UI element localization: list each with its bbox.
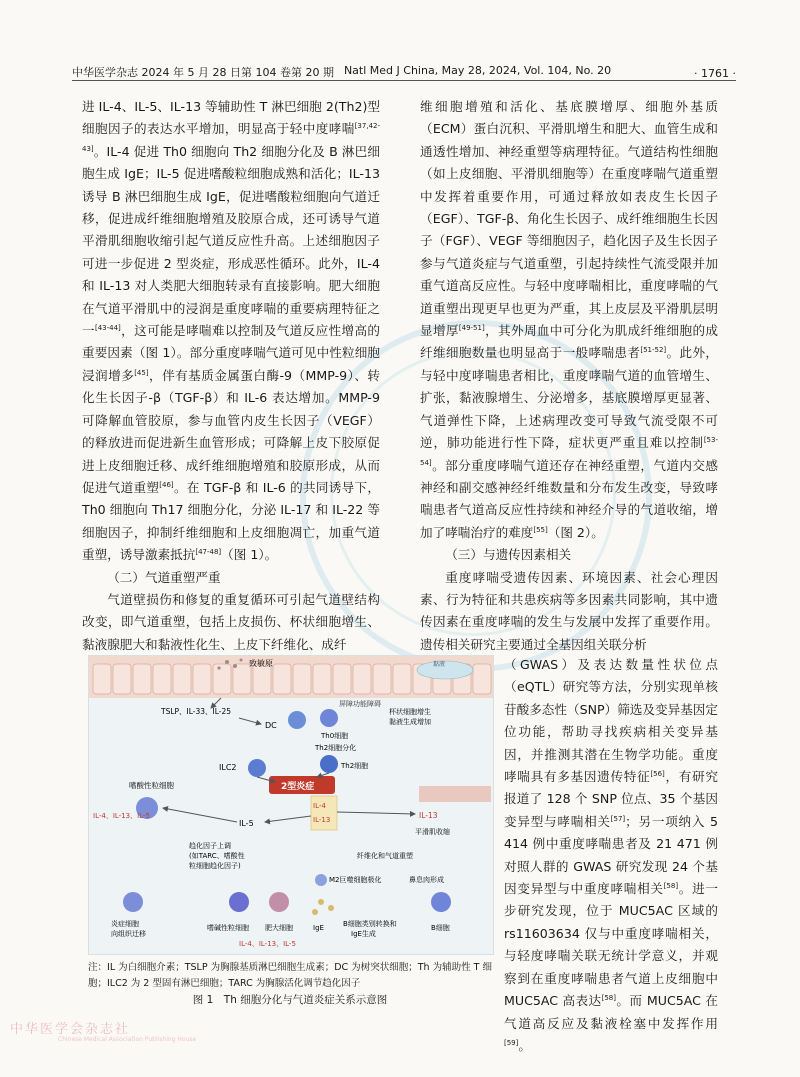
publisher-logo-en: Chinese Medical Association Publishing House — [58, 1036, 197, 1043]
figure-1-svg — [89, 656, 493, 954]
section-heading: （二）气道重塑严重 — [107, 569, 221, 585]
page-number: · 1761 · — [694, 67, 736, 80]
inflammatory-cell-icon — [123, 892, 143, 912]
label-goblet-2: 黏液生成增加 — [389, 718, 431, 726]
label-type2: 2型炎症 — [281, 782, 315, 792]
label-il13-right: IL-13 — [419, 811, 438, 820]
label-il4: IL-4 — [313, 802, 326, 810]
label-allergen: 致敏原 — [249, 659, 273, 668]
b-cell-icon — [431, 892, 451, 912]
label-il13: IL-13 — [313, 816, 331, 824]
paragraph: 进 IL-4、IL-5、IL-13 等辅助性 T 淋巴细胞 2(Th2)型细胞因子的表达水平增加，明显高于轻中度哮喘[37,42-43]。IL-4 促进 Th0 细胞向 Th2 细胞分化及 B 淋巴细胞生成 IgE；IL-5 促进嗜酸粒细胞成熟和活化；IL-13 诱导 B 淋巴细胞生成 IgE，促进嗜酸粒细胞向气道迁移，促进成纤维细胞增殖及胶原合成，还可诱导气道平滑肌细胞收缩引起气道反应性升高。上述细胞因子可进一步促进 2 型炎症，形成恶性循环。此外，IL-4 和 IL-13 对人类肥大细胞转录有直接影响。肥大细胞在气道平滑肌中的浸润是重度哮喘的重要病理特征之一[43-44]，这可能是哮喘难以控制及气道反应性增高的重要因素（图 1）。部分重度哮喘气道可见中性粒细胞浸润增多[45]，伴有基质金属蛋白酶-9（MMP-9）、转化生长因子-β（TGF-β）和 IL-6 表达增加。MMP-9 可降解血管胶原，参与血管内皮生长因子（VEGF）的释放进而促进新生血管形成；可降解上皮下胶原促进上皮细胞迁移、成纤维细胞增殖和胶原形成，从而促进气道重塑[46]。在 TGF-β 和 IL-6 的共同诱导下，Th0 细胞向 Th17 细胞分化，分泌 IL-17 和 IL-22 等细胞因子，抑制纤维细胞和上皮细胞凋亡，加重气道重塑，诱导激素抵抗[47-48]（图 1）。 — [82, 99, 381, 563]
label-ilc2: ILC2 — [219, 763, 237, 772]
label-tslp: TSLP、IL-33、IL-25 — [161, 707, 232, 716]
label-mast: 肥大细胞 — [265, 924, 293, 932]
ige-dots — [312, 899, 334, 915]
label-fibro: 纤维化和气道重塑 — [357, 852, 413, 860]
figure-note: 注：IL 为白细胞介素；TSLP 为胸腺基质淋巴细胞生成素；DC 为树突状细胞；Th 为辅助性 T 细胞；ILC2 为 2 型固有淋巴细胞；TARC 为胸腺活化调节趋化因子 — [88, 962, 492, 989]
label-bcell: B细胞 — [431, 924, 450, 932]
label-bottom-il: IL-4、IL-13、IL-5 — [239, 940, 296, 948]
label-polyp: 鼻息肉形成 — [409, 876, 444, 884]
smooth-muscle-strip — [419, 786, 491, 802]
label-eosinophil: 嗜酸性粒细胞 — [129, 781, 174, 790]
right-column-continued — [504, 654, 718, 1057]
dc-cell-icon — [288, 711, 306, 729]
macrophage-icon — [315, 874, 327, 886]
label-chemo-1: 趋化因子上调 — [189, 842, 231, 850]
section-heading: （三）与遗传因素相关 — [445, 547, 572, 563]
label-mucus: 黏液 — [433, 661, 446, 668]
left-column — [82, 96, 380, 656]
running-header — [72, 58, 736, 81]
th0-cell-icon — [320, 709, 338, 727]
paragraph: （GWAS）及表达数量性状位点（eQTL）研究等方法，分别实现单核苷酸多态性（SNP）筛选及变异基因定位功能，帮助寻找疾病相关变异基因，并推测其潜在生物学功能。重度哮喘具有多基因遗传特征[56]，有研究报道了 128 个 SNP 位点、35 个基因变异型与哮喘相关[57]；另一项纳入 5 414 例中重度哮喘患者及 21 471 例对照人群的 GWAS 研究发现 24 个基因变异型与中重度哮喘相关[58]。进一步研究发现，位于 MUC5AC 区域的 rs11603634 仅与中重度哮喘相关，与轻度哮喘关联无统计学意义，并观察到在重度哮喘患者气道上皮细胞中 MUC5AC 高表达[58]。而 MUC5AC 在气道高反应及黏液栓塞中发挥作用[59]。 — [504, 657, 719, 1053]
paragraph: 气道壁损伤和修复的重复循环可引起气道壁结构改变，即气道重塑，包括上皮损伤、杯状细胞增生、黏液腺肥大和黏液性化生、上皮下纤维化、成纤 — [82, 591, 380, 652]
mast-cell-icon — [269, 892, 289, 912]
label-chemo-3: 粒细胞趋化因子) — [189, 862, 241, 870]
label-eos-il: IL-4、IL-13、IL-5 — [93, 812, 150, 820]
ilc2-cell-icon — [248, 759, 266, 777]
label-th2-diff: Th2细胞分化 — [315, 744, 357, 752]
label-bswitch-2: IgE生成 — [351, 930, 376, 938]
label-dc: DC — [265, 721, 277, 730]
label-inflam-1: 炎症细胞 — [111, 920, 139, 928]
journal-title-cn: 中华医学杂志 2024 年 5 月 28 日第 104 卷第 20 期 — [72, 66, 334, 79]
label-smooth: 平滑肌收缩 — [415, 828, 450, 836]
paragraph: 维细胞增殖和活化、基底膜增厚、细胞外基质（ECM）蛋白沉积、平滑肌增生和肥大、血管生成和通透性增加、神经重塑等病理特征。气道结构性细胞（如上皮细胞、平滑肌细胞等）在重度哮喘气道重塑中发挥着重要作用，可通过释放如表皮生长因子（EGF）、TGF-β、角化生长因子、成纤维细胞生长因子（FGF）、VEGF 等细胞因子，趋化因子及生长因子参与气道炎症与气道重塑，引起持续性气流受限并加重气道高反应性。与轻中度哮喘相比，重度哮喘的气道重塑出现更早也更为严重，其上皮层及平滑肌层明显增厚[49-51]，其外周血中可分化为肌成纤维细胞的成纤维细胞数量也明显高于一般哮喘患者[51-52]。此外，与轻中度哮喘患者相比，重度哮喘气道的血管增生、扩张，黏液腺增生、分泌增多，基底膜增厚更显著、气道弹性下降，上述病理改变可导致气流受限不可逆，肺功能进行性下降，症状更严重且难以控制[53-54]。部分重度哮喘气道还存在神经重塑，气道内交感神经和副交感神经纤维数量和分布发生改变，导致哮喘患者气道高反应性持续和神经介导的气道收缩，增加了哮喘治疗的难度[55]（图 2）。 — [420, 99, 719, 540]
label-goblet-1: 杯状细胞增生 — [389, 708, 431, 716]
label-m2: M2巨噬细胞极化 — [329, 876, 382, 884]
label-th0: Th0细胞 — [321, 732, 349, 740]
figure-caption: 图 1 Th 细胞分化与气道炎症关系示意图 — [192, 994, 388, 1006]
figure-1-diagram — [88, 655, 494, 955]
label-chemo-2: (如TARC、嗜酸性 — [189, 852, 245, 860]
label-barrier: 屏障功能障碍 — [339, 700, 381, 708]
label-th2: Th2细胞 — [341, 762, 369, 770]
th2-cell-icon — [320, 755, 338, 773]
label-il5: IL-5 — [239, 819, 254, 828]
publisher-logo: 中华医学会杂志社 — [10, 1022, 131, 1037]
label-baso: 嗜碱性粒细胞 — [207, 924, 249, 932]
journal-title-en: Natl Med J China, May 28, 2024, Vol. 104, No. 20 — [343, 64, 612, 77]
label-ige: IgE — [313, 924, 324, 932]
label-bswitch-1: B细胞类别转换和 — [343, 920, 397, 928]
basophil-icon — [229, 892, 249, 912]
paragraph: 重度哮喘受遗传因素、环境因素、社会心理因素、行为特征和共患疾病等多因素共同影响，其中遗传因素在重度哮喘的发生与发展中发挥了重要作用。遗传相关研究主要通过全基因组关联分析 — [420, 569, 718, 652]
label-inflam-2: 向组织迁移 — [111, 930, 146, 938]
right-column — [420, 96, 718, 656]
